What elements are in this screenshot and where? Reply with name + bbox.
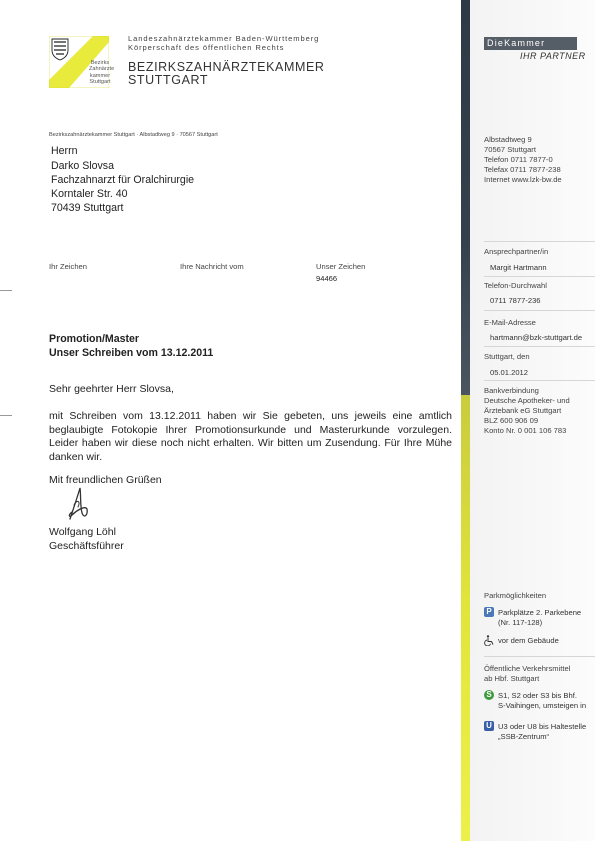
signer-title: Geschäftsführer [49,540,124,552]
side-divider-5 [484,380,595,381]
sender-phone: Telefon 0711 7877-0 [484,155,553,164]
s-bahn-line1: S1, S2 oder S3 bis Bhf. [498,691,577,700]
recipient-name: Darko Slovsa [51,160,114,172]
bank-label: Bankverbindung [484,386,539,395]
date-label: Stuttgart, den [484,352,530,361]
transit-title-line2: ab Hbf. Stuttgart [484,674,540,683]
recipient-salutation: Herrn [51,145,78,157]
closing: Mit freundlichen Grüßen [49,474,162,486]
org-name-line1: BEZIRKSZAHNÄRZTEKAMMER [128,60,325,74]
side-divider-4 [484,346,595,347]
unser-zeichen-value: 94466 [316,274,338,283]
wheelchair-line: vor dem Gebäude [498,636,559,645]
side-divider-6 [484,656,595,657]
recipient-street: Korntaler Str. 40 [51,188,128,200]
letter-body: mit Schreiben vom 13.12.2011 haben wir Sie gebeten, uns jeweils eine amtlich beglaubigte Fotokopie Ihrer Promotionsurkunde und Masterurkunde vorzulegen. Leider haben wir diese noch nicht erhalten. Wir bitten um Zusendung. Für Ihre Mühe danken wir. [49,410,452,463]
logo-text-line3: kammer [89,72,111,79]
sender-fax: Telefax 0711 7877-238 [484,165,561,174]
contact-person-label: Ansprechpartner/in [484,247,549,256]
contact-phone-label: Telefon-Durchwahl [484,281,547,290]
recipient-city: 70439 Stuttgart [51,202,124,214]
logo-text-line4: Stuttgart [89,78,111,85]
transit-title-line1: Öffentliche Verkehrsmittel [484,664,571,673]
date-value: 05.01.2012 [490,368,529,377]
side-bar-dark [461,0,470,395]
parking-line1: Parkplätze 2. Parkebene [498,608,582,617]
org-line2: Körperschaft des öffentlichen Rechts [128,43,285,52]
bank-name-line1: Deutsche Apotheker- und [484,396,570,405]
u-bahn-icon: U [484,721,494,731]
unser-zeichen-label: Unser Zeichen [316,262,366,271]
parking-title: Parkmöglichkeiten [484,591,547,600]
side-divider-1 [484,241,595,242]
side-bar-yellow [461,395,470,841]
organization-logo [49,36,115,88]
org-line1: Landeszahnärztekammer Baden-Württemberg [128,34,320,43]
sender-website: Internet www.lzk-bw.de [484,175,562,184]
logo-text-line1: Bezirks [90,60,110,66]
sender-city: 70567 Stuttgart [484,145,536,154]
s-bahn-icon: S [484,690,494,700]
org-name-line2: STUTTGART [128,73,209,87]
side-divider-2 [484,276,595,277]
fold-mark-middle [0,415,12,416]
contact-email-value: hartmann@bzk-stuttgart.de [490,333,583,342]
brand-label: DieKammer [484,37,577,50]
side-divider-3 [484,310,595,311]
u-bahn-line1: U3 oder U8 bis Haltestelle [498,722,587,731]
handwritten-signature [64,485,94,528]
ihre-nachricht-label: Ihre Nachricht vom [180,262,244,271]
s-bahn-line2: S-Vaihingen, umsteigen in [498,701,587,710]
subject-line1: Promotion/Master [49,333,140,345]
bank-name-line2: Ärztebank eG Stuttgart [484,406,562,415]
fold-mark-top [0,290,12,291]
subject-line2: Unser Schreiben vom 13.12.2011 [49,347,214,359]
u-bahn-line2: „SSB-Zentrum“ [498,732,550,741]
wheelchair-icon [484,633,495,644]
ihr-zeichen-label: Ihr Zeichen [49,262,87,271]
parking-line2: (Nr. 117-128) [498,618,543,627]
contact-person-value: Margit Hartmann [490,263,547,272]
contact-email-label: E-Mail-Adresse [484,318,536,327]
signer-name: Wolfgang Löhl [49,526,116,538]
sender-return-address: Bezirkszahnärztekammer Stuttgart · Albstadtweg 9 · 70567 Stuttgart [49,132,218,138]
bank-blz: BLZ 600 906 09 [484,416,539,425]
recipient-title: Fachzahnarzt für Oralchirurgie [51,174,195,186]
bank-account: Konto Nr. 0 001 106 783 [484,426,567,435]
sender-street: Albstadtweg 9 [484,135,532,144]
salutation: Sehr geehrter Herr Slovsa, [49,383,174,395]
logo-text-line2: Zahnärzte [89,66,115,73]
contact-phone-value: 0711 7877-236 [490,296,541,305]
brand-subtitle: IHR PARTNER [520,51,586,61]
parking-icon: P [484,607,494,617]
